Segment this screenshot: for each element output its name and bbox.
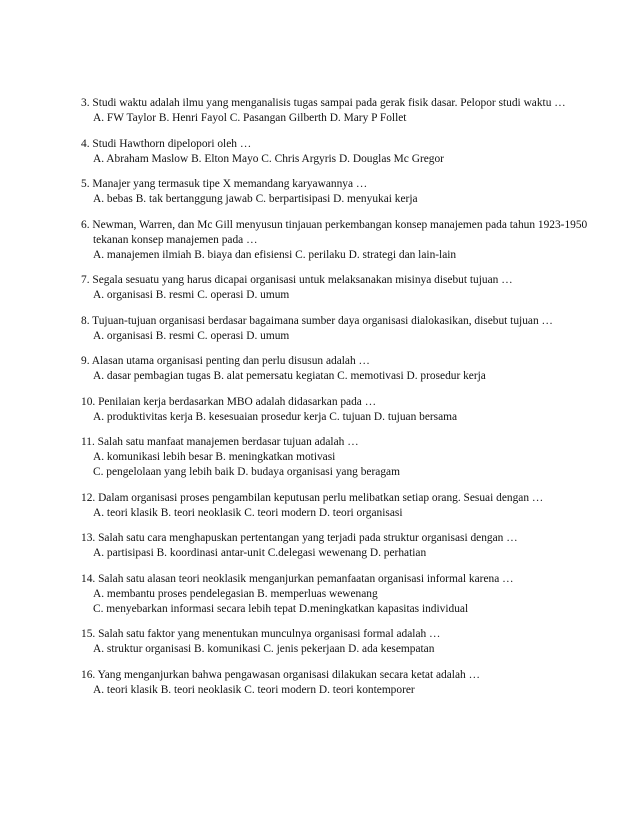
question-text: 9. Alasan utama organisasi penting dan perlu disusun adalah … xyxy=(81,355,370,367)
question-item xyxy=(81,314,638,344)
question-item xyxy=(81,137,638,167)
question-text: 10. Penilaian kerja berdasarkan MBO adalah didasarkan pada … xyxy=(81,395,377,408)
answer-options: A. produktivitas kerja B. kesesuaian prosedur kerja C. tujuan D. tujuan bersama xyxy=(93,410,458,423)
question-text: 3. Studi waktu adalah ilmu yang menganalisis tugas sampai pada gerak fisik dasar. Pelopor studi waktu … xyxy=(81,97,566,109)
answer-options: C. pengelolaan yang lebih baik D. budaya organisasi yang beragam xyxy=(93,466,400,478)
question-item xyxy=(81,531,638,561)
question-text: 12. Dalam organisasi proses pengambilan keputusan perlu melibatkan setiap orang. Sesuai dengan … xyxy=(81,491,544,504)
question-item xyxy=(81,668,638,698)
answer-options: A. partisipasi B. koordinasi antar-unit C.delegasi wewenang D. perhatian xyxy=(93,547,427,559)
answer-options: A. dasar pembagian tugas B. alat pemersatu kegiatan C. memotivasi D. prosedur kerja xyxy=(93,370,486,382)
answer-options: A. Abraham Maslow B. Elton Mayo C. Chris Argyris D. Douglas Mc Gregor xyxy=(93,152,444,165)
answer-options: A. FW Taylor B. Henri Fayol C. Pasangan Gilberth D. Mary P Follet xyxy=(93,112,407,124)
answer-options: A. komunikasi lebih besar B. meningkatkan motivasi xyxy=(93,451,336,463)
answer-options: A. struktur organisasi B. komunikasi C. jenis pekerjaan D. ada kesempatan xyxy=(93,643,435,655)
answer-options: A. manajemen ilmiah B. biaya dan efisiensi C. perilaku D. strategi dan lain-lain xyxy=(93,248,457,261)
question-text: 5. Manajer yang termasuk tipe X memandang karyawannya … xyxy=(81,178,368,190)
answer-options: A. teori klasik B. teori neoklasik C. teori modern D. teori kontemporer xyxy=(93,683,415,696)
question-text: 14. Salah satu alasan teori neoklasik menganjurkan pemanfaatan organisasi informal karena … xyxy=(81,572,514,585)
question-item xyxy=(81,354,638,384)
question-item xyxy=(81,273,638,303)
question-text: 15. Salah satu faktor yang menentukan munculnya organisasi formal adalah … xyxy=(81,628,441,640)
question-text: 13. Salah satu cara menghapuskan pertentangan yang terjadi pada struktur organisasi dengan … xyxy=(81,532,518,544)
answer-options: C. menyebarkan informasi secara lebih tepat D.meningkatkan kapasitas individual xyxy=(93,602,469,615)
question-text: 4. Studi Hawthorn dipelopori oleh … xyxy=(81,137,252,150)
answer-options: A. organisasi B. resmi C. operasi D. umum xyxy=(93,289,290,301)
question-text: 16. Yang menganjurkan bahwa pengawasan organisasi dilakukan secara ketat adalah … xyxy=(81,668,480,681)
question-item xyxy=(81,395,638,425)
answer-options: A. teori klasik B. teori neoklasik C. teori modern D. teori organisasi xyxy=(93,506,403,519)
question-item xyxy=(81,218,638,263)
question-list xyxy=(81,96,638,708)
question-item xyxy=(81,435,638,480)
question-text: 11. Salah satu manfaat manajemen berdasar tujuan adalah … xyxy=(81,436,359,448)
answer-options: tekanan konsep manajemen pada … xyxy=(93,233,258,246)
question-text: 6. Newman, Warren, dan Mc Gill menyusun tinjauan perkembangan konsep manajemen pada tahun 1923-1950 xyxy=(81,218,588,231)
question-text: 7. Segala sesuatu yang harus dicapai organisasi untuk melaksanakan misinya disebut tujuan … xyxy=(81,274,513,286)
question-item xyxy=(81,177,638,207)
question-item xyxy=(81,627,638,657)
answer-options: A. organisasi B. resmi C. operasi D. umum xyxy=(93,329,290,342)
question-item xyxy=(81,96,638,126)
question-text: 8. Tujuan-tujuan organisasi berdasar bagaimana sumber daya organisasi dialokasikan, disebut tujuan … xyxy=(81,314,553,327)
answer-options: A. membantu proses pendelegasian B. memperluas wewenang xyxy=(93,587,378,600)
answer-options: A. bebas B. tak bertanggung jawab C. berpartisipasi D. menyukai kerja xyxy=(93,193,418,205)
question-item xyxy=(81,572,638,617)
question-item xyxy=(81,491,638,521)
